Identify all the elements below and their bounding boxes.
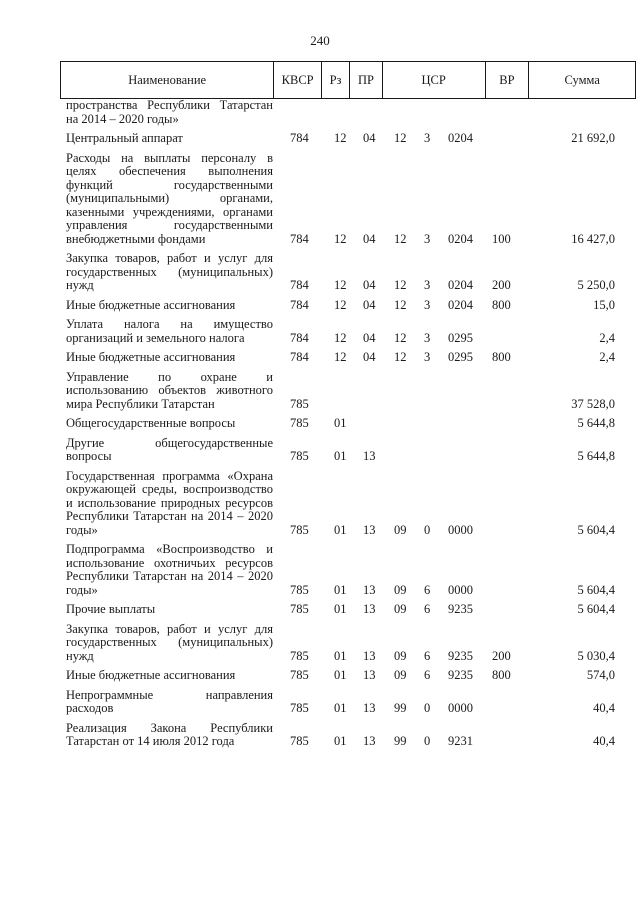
csr-program-cell: 12 (394, 330, 407, 345)
pr-cell: 13 (363, 701, 376, 715)
rz-cell: 12 (334, 330, 347, 345)
vr-cell: 200 (492, 648, 511, 663)
sum-cell: 5 644,8 (577, 449, 615, 463)
sum-cell: 5 604,4 (577, 582, 615, 597)
kvsr-cell: 784 (290, 278, 309, 292)
csr-program-cell: 12 (394, 278, 407, 292)
table-row (0, 543, 640, 597)
table-row (0, 722, 640, 749)
sum-cell: 5 030,4 (577, 648, 615, 663)
csr-subprogram-cell: 3 (424, 350, 431, 364)
rz-cell: 12 (334, 278, 347, 292)
csr-item-cell: 0295 (448, 330, 473, 345)
sum-cell: 5 250,0 (577, 278, 615, 292)
csr-subprogram-cell: 6 (424, 668, 431, 682)
row-name: Реализация Закона Республики Татарстан от 14 июля 2012 года (66, 720, 273, 748)
rz-cell: 01 (334, 449, 347, 463)
row-name: пространства Республики Татарстан на 2014 – 2020 годы» (66, 98, 273, 126)
csr-item-cell: 0295 (448, 350, 473, 364)
table-row (0, 689, 640, 716)
csr-program-cell: 09 (394, 668, 407, 682)
table-row (0, 252, 640, 293)
csr-subprogram-cell: 3 (424, 231, 431, 246)
sum-cell: 40,4 (593, 734, 615, 748)
csr-program-cell: 99 (394, 701, 407, 715)
csr-item-cell: 9231 (448, 734, 473, 748)
header-sum: Сумма (564, 72, 600, 87)
pr-cell: 13 (363, 449, 376, 463)
row-name: Другие общегосударственные вопросы (66, 435, 273, 463)
csr-item-cell: 0204 (448, 131, 473, 145)
table-row (0, 132, 640, 146)
header-pr: ПР (350, 62, 383, 98)
table-body (0, 99, 640, 755)
rz-cell: 01 (334, 734, 347, 748)
table-row (0, 417, 640, 431)
rz-cell: 12 (334, 297, 347, 312)
vr-cell: 800 (492, 668, 511, 682)
csr-item-cell: 0000 (448, 701, 473, 715)
csr-subprogram-cell: 0 (424, 522, 431, 537)
csr-subprogram-cell: 3 (424, 131, 431, 145)
row-name: Закупка товаров, работ и услуг для государственных (муниципальных) нужд (66, 251, 273, 292)
header-rz: Рз (322, 62, 350, 98)
csr-item-cell: 9235 (448, 648, 473, 663)
csr-item-cell: 0204 (448, 231, 473, 246)
row-name: Общегосударственные вопросы (66, 416, 236, 430)
sum-cell: 15,0 (593, 297, 615, 312)
rz-cell: 01 (334, 602, 347, 616)
csr-program-cell: 09 (394, 522, 407, 537)
csr-program-cell: 09 (394, 648, 407, 663)
header-name: Наименование (61, 62, 274, 98)
kvsr-cell: 785 (290, 522, 309, 537)
rz-cell: 01 (334, 582, 347, 597)
pr-cell: 13 (363, 582, 376, 597)
row-name: Подпрограмма «Воспроизводство и использование охотничьих ресурсов Республики Татарстан на 2014 – 2020 годы» (66, 542, 273, 597)
row-name: Иные бюджетные ассигнования (66, 668, 236, 682)
vr-cell: 800 (492, 297, 511, 312)
kvsr-cell: 785 (290, 396, 309, 411)
sum-cell: 5 604,4 (577, 522, 615, 537)
kvsr-cell: 784 (290, 350, 309, 364)
rz-cell: 12 (334, 131, 347, 145)
csr-program-cell: 12 (394, 231, 407, 246)
header-vr: ВР (486, 62, 530, 98)
header-csr: ЦСР (383, 62, 486, 98)
csr-subprogram-cell: 6 (424, 648, 431, 663)
table-row (0, 371, 640, 412)
sum-cell: 5 604,4 (577, 602, 615, 616)
pr-cell: 04 (363, 350, 376, 364)
pr-cell: 13 (363, 668, 376, 682)
row-name: Закупка товаров, работ и услуг для государственных (муниципальных) нужд (66, 621, 273, 663)
row-name: Непрограммные направления расходов (66, 687, 273, 715)
vr-cell: 100 (492, 231, 511, 246)
csr-item-cell: 9235 (448, 668, 473, 682)
csr-subprogram-cell: 6 (424, 582, 431, 597)
csr-item-cell: 0204 (448, 278, 473, 292)
csr-subprogram-cell: 3 (424, 297, 431, 312)
kvsr-cell: 785 (290, 602, 309, 616)
sum-cell: 2,4 (599, 350, 615, 364)
table-row (0, 437, 640, 464)
row-name: Управление по охране и использованию объектов животного мира Республики Татарстан (66, 369, 273, 411)
row-name: Расходы на выплаты персоналу в целях обеспечения выполнения функций государственными (муниципальными) органами, казенными учреждениями, органами управления государственными внебюджетными фондами (66, 150, 273, 246)
vr-cell: 200 (492, 278, 511, 292)
csr-program-cell: 09 (394, 582, 407, 597)
page-number: 240 (310, 33, 330, 48)
vr-cell: 800 (492, 350, 511, 364)
csr-subprogram-cell: 0 (424, 734, 431, 748)
rz-cell: 01 (334, 522, 347, 537)
sum-cell: 5 644,8 (577, 416, 615, 430)
table-row (0, 603, 640, 617)
csr-subprogram-cell: 6 (424, 602, 431, 616)
table-row (0, 299, 640, 313)
rz-cell: 12 (334, 350, 347, 364)
kvsr-cell: 785 (290, 449, 309, 463)
kvsr-cell: 785 (290, 416, 309, 430)
csr-item-cell: 0000 (448, 522, 473, 537)
kvsr-cell: 785 (290, 668, 309, 682)
rz-cell: 12 (334, 231, 347, 246)
csr-program-cell: 12 (394, 350, 407, 364)
sum-cell: 574,0 (586, 668, 615, 682)
kvsr-cell: 785 (290, 734, 309, 748)
csr-subprogram-cell: 3 (424, 330, 431, 345)
row-name: Государственная программа «Охрана окружающей среды, воспроизводство и использование природных ресурсов Республики Татарстан на 2014 – 2020 годы» (66, 468, 273, 537)
pr-cell: 04 (363, 297, 376, 312)
pr-cell: 04 (363, 330, 376, 345)
table-header (60, 61, 636, 99)
csr-item-cell: 0204 (448, 297, 473, 312)
row-name: Прочие выплаты (66, 602, 156, 616)
sum-cell: 37 528,0 (571, 396, 615, 411)
rz-cell: 01 (334, 416, 347, 430)
row-name: Иные бюджетные ассигнования (66, 297, 236, 312)
rz-cell: 01 (334, 668, 347, 682)
csr-item-cell: 0000 (448, 582, 473, 597)
table-row (0, 99, 640, 126)
csr-program-cell: 12 (394, 297, 407, 312)
rz-cell: 01 (334, 648, 347, 663)
kvsr-cell: 785 (290, 582, 309, 597)
table-row (0, 318, 640, 345)
csr-subprogram-cell: 3 (424, 278, 431, 292)
pr-cell: 13 (363, 734, 376, 748)
pr-cell: 04 (363, 131, 376, 145)
csr-program-cell: 09 (394, 602, 407, 616)
csr-program-cell: 12 (394, 131, 407, 145)
table-row (0, 623, 640, 664)
table-row (0, 351, 640, 365)
rz-cell: 01 (334, 701, 347, 715)
csr-item-cell: 9235 (448, 602, 473, 616)
row-name: Иные бюджетные ассигнования (66, 350, 236, 364)
sum-cell: 16 427,0 (571, 231, 615, 246)
pr-cell: 04 (363, 278, 376, 292)
pr-cell: 13 (363, 522, 376, 537)
kvsr-cell: 784 (290, 131, 309, 145)
table-row (0, 152, 640, 247)
kvsr-cell: 784 (290, 297, 309, 312)
row-name: Уплата налога на имущество организаций и земельного налога (66, 317, 273, 345)
table-row (0, 669, 640, 683)
csr-program-cell: 99 (394, 734, 407, 748)
sum-cell: 40,4 (593, 701, 615, 715)
kvsr-cell: 784 (290, 330, 309, 345)
pr-cell: 04 (363, 231, 376, 246)
sum-cell: 21 692,0 (571, 131, 615, 145)
pr-cell: 13 (363, 602, 376, 616)
header-kvsr: КВСР (274, 62, 322, 98)
sum-cell: 2,4 (599, 330, 615, 345)
table-row (0, 470, 640, 538)
kvsr-cell: 785 (290, 701, 309, 715)
kvsr-cell: 785 (290, 648, 309, 663)
csr-subprogram-cell: 0 (424, 701, 431, 715)
pr-cell: 13 (363, 648, 376, 663)
kvsr-cell: 784 (290, 231, 309, 246)
row-name: Центральный аппарат (66, 131, 183, 145)
